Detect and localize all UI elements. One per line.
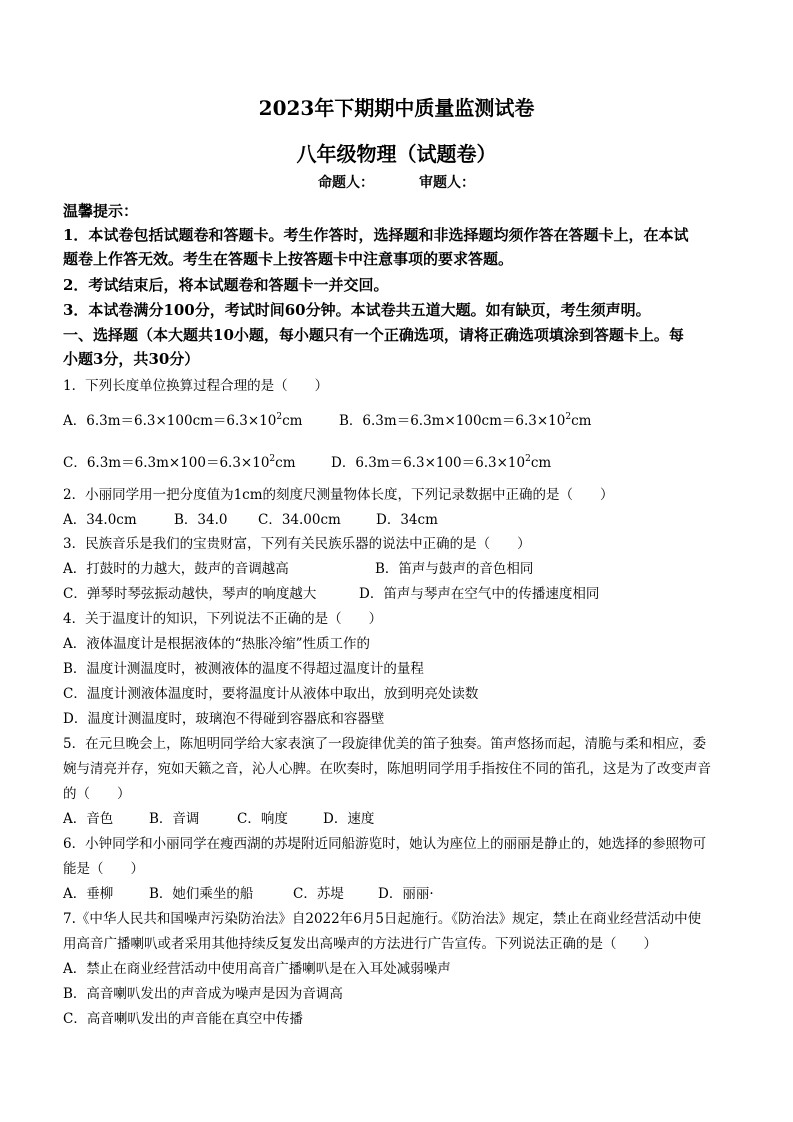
q4-option-b: B．温度计测温度时，被测液体的温度不得超过温度计的量程 — [63, 661, 424, 677]
notice-line-1a: 1．本试卷包括试题卷和答题卡。考生作答时，选择题和非选择题均须作答在答题卡上，在本试 — [63, 226, 689, 244]
q5-option-d: D．速度 — [323, 811, 375, 827]
section1-heading-b: 小题3分，共30分） — [63, 350, 200, 368]
q4-stem: 4．关于温度计的知识，下列说法不正确的是（ ） — [63, 611, 383, 627]
q5-option-b: B．音调 — [149, 811, 200, 827]
q6-line-2: 能是（ ） — [63, 861, 144, 877]
q1-options-ab — [63, 409, 743, 429]
q7-line-1: 7.《中华人民共和国噪声污染防治法》自2022年6月5日起施行。《防治法》规定，禁止在商业经营活动中使 — [63, 911, 702, 927]
q5-line-3: 的（ ） — [63, 786, 131, 802]
q6-option-b: B．她们乘坐的船 — [149, 886, 254, 902]
section1-heading-a: 一、选择题（本大题共10小题，每小题只有一个正确选项，请将正确选项填涂到答题卡上。每 — [63, 326, 684, 344]
q6-option-c: C．苏堤 — [293, 886, 344, 902]
q4-option-a: A．液体温度计是根据液体的“热胀冷缩”性质工作的 — [63, 636, 371, 652]
q3-options-cd — [63, 582, 743, 602]
q7-line-2: 用高音广播喇叭或者采用其他持续反复发出高噪声的方法进行广告宣传。下列说法正确的是（ ） — [63, 936, 657, 952]
exam-authors — [0, 172, 793, 192]
q1-options-cd — [63, 451, 743, 471]
q3-option-c: C．弹琴时琴弦振动越快，琴声的响度越大 — [63, 586, 317, 602]
q3-option-d: D．笛声与琴声在空气中的传播速度相同 — [359, 586, 600, 602]
q1-option-c: C．$6.3m=6.3m\times 100=6.3\times 10^2cm$ — [63, 454, 296, 471]
notice-line-2: 2．考试结束后，将本试题卷和答题卡一并交回。 — [63, 276, 389, 294]
q7-option-c: C．高音喇叭发出的声音能在真空中传播 — [63, 1011, 303, 1027]
exam-subtitle: 八年级物理（试题卷） — [296, 142, 497, 166]
q2-option-a: A．34.0cm — [63, 512, 137, 528]
q3-stem: 3．民族音乐是我们的宝贵财富，下列有关民族乐器的说法中正确的是（ ） — [63, 536, 531, 552]
q2-options — [63, 508, 743, 528]
q5-options — [63, 807, 743, 827]
q3-option-a: A．打鼓时的力越大，鼓声的音调越高 — [63, 561, 289, 577]
q1-stem: 1．下列长度单位换算过程合理的是（ ） — [63, 378, 329, 394]
q1-option-a: A．$6.3m=6.3\times 100cm=6.3\times 10^2cm$ — [63, 412, 303, 429]
q6-option-d: D．丽丽· — [378, 886, 434, 902]
q5-line-2: 婉与清亮并存，宛如天籁之音，沁人心脾。在吹奏时，陈旭明同学用手指按住不同的笛孔，这是为了改变声音 — [63, 761, 711, 777]
q1-option-d: D．$6.3m=6.3\times 100=6.3\times 10^2cm$ — [331, 454, 552, 471]
setter-label: 命题人： — [318, 175, 374, 191]
reviewer-label: 审题人： — [419, 175, 475, 191]
q5-option-c: C．响度 — [237, 811, 288, 827]
q7-option-b: B．高音喇叭发出的声音成为噪声是因为音调高 — [63, 986, 343, 1002]
q2-option-d: D．34cm — [376, 512, 438, 528]
q6-line-1: 6．小钟同学和小丽同学在瘦西湖的苏堤附近同船游览时，她认为座位上的丽丽是静止的，她选择的参照物可 — [63, 836, 707, 852]
q2-option-c: C．34.00cm — [258, 512, 341, 528]
q1-option-b: B．$6.3m=6.3m\times 100cm=6.3\times 10^2cm$ — [339, 412, 592, 429]
notice-heading: 温馨提示： — [63, 202, 139, 220]
q5-line-1: 5．在元旦晚会上，陈旭明同学给大家表演了一段旋律优美的笛子独奏。笛声悠扬而起，清脆与柔和相应，委 — [63, 736, 707, 752]
q6-options — [63, 882, 743, 902]
q2-option-b: B．34.0 — [174, 512, 228, 528]
notice-line-1b: 题卷上作答无效。考生在答题卡上按答题卡中注意事项的要求答题。 — [63, 250, 514, 268]
q3-option-b: B．笛声与鼓声的音色相同 — [375, 561, 534, 577]
q3-options-ab — [63, 557, 743, 577]
q5-option-a: A．音色 — [63, 811, 114, 827]
notice-line-3: 3．本试卷满分100分，考试时间60分钟。本试卷共五道大题。如有缺页，考生须声明。 — [63, 301, 651, 319]
exam-title: 2023年下期期中质量监测试卷 — [258, 96, 535, 120]
q2-stem: 2．小丽同学用一把分度值为1cm的刻度尺测量物体长度，下列记录数据中正确的是（ ） — [63, 487, 614, 503]
q7-option-a: A．禁止在商业经营活动中使用高音广播喇叭是在入耳处减弱噪声 — [63, 961, 451, 977]
q4-option-c: C．温度计测液体温度时，要将温度计从液体中取出，放到明亮处读数 — [63, 686, 479, 702]
q6-option-a: A．垂柳 — [63, 886, 114, 902]
q4-option-d: D．温度计测温度时，玻璃泡不得碰到容器底和容器壁 — [63, 711, 385, 727]
